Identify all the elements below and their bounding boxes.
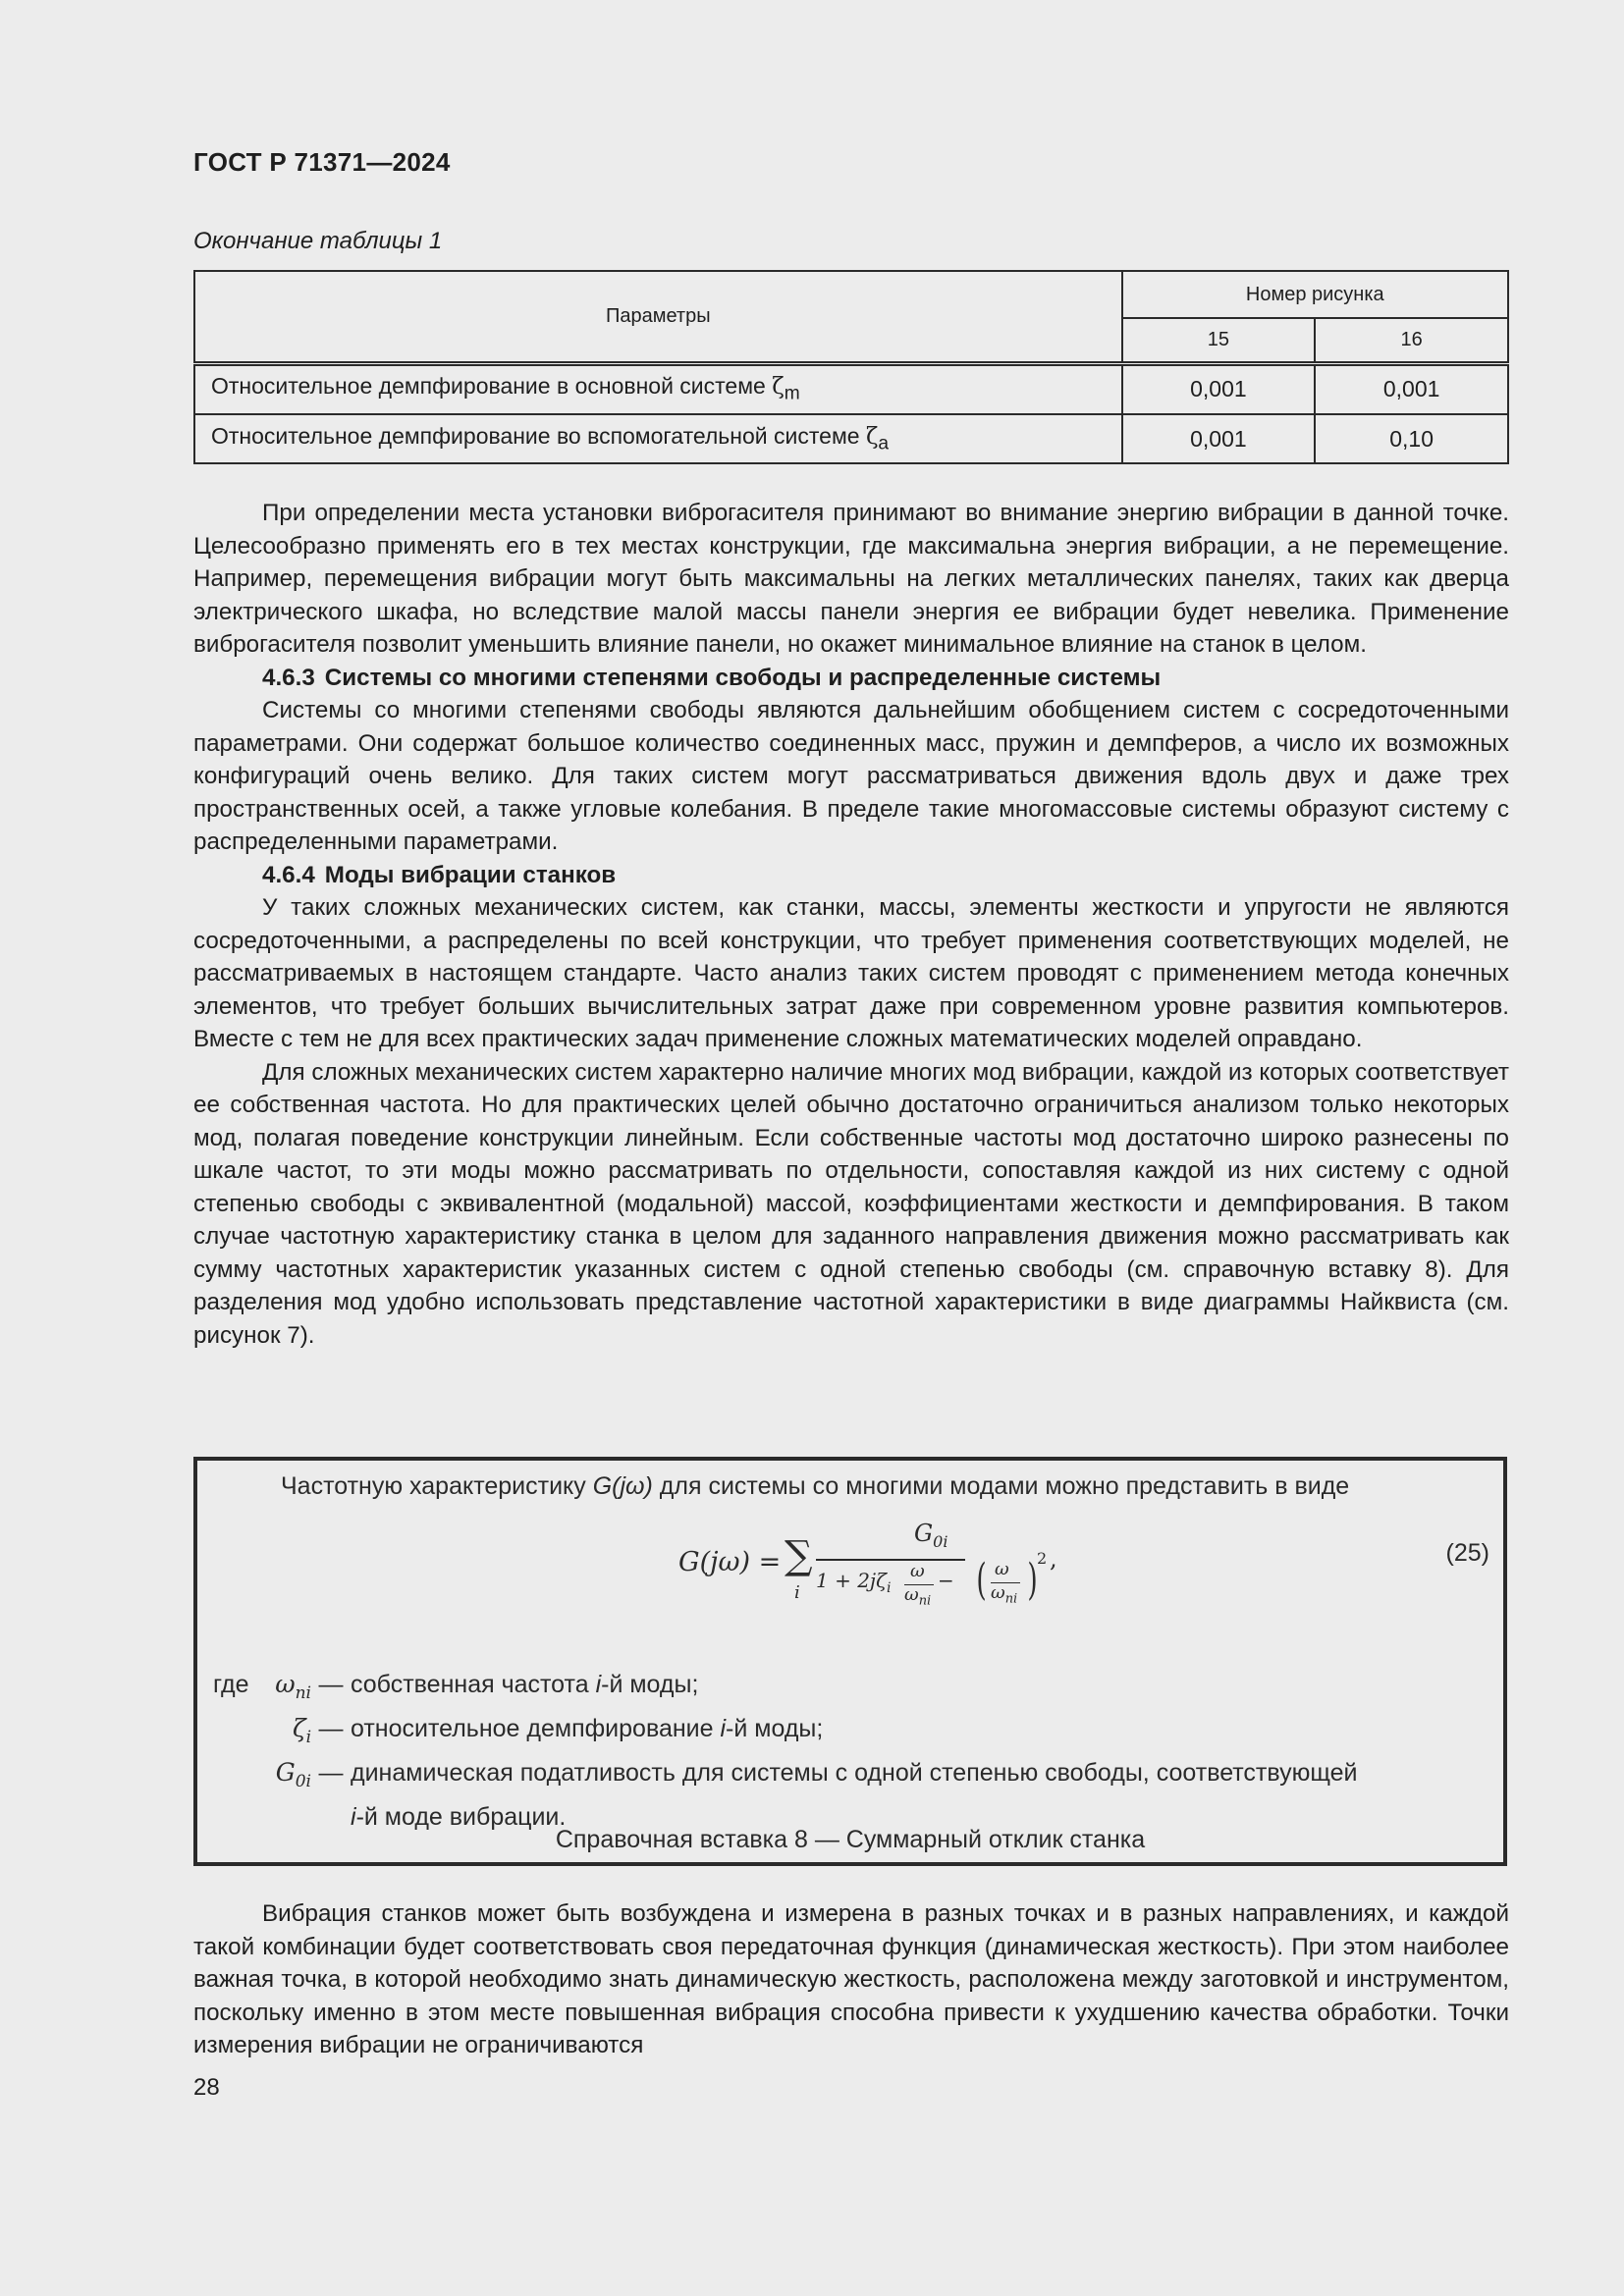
insert-caption: Справочная вставка 8 — Суммарный отклик станка <box>555 1826 1146 1853</box>
paragraph: Для сложных механических систем характерно наличие многих мод вибрации, каждой из которых соответствует ее собственная частота. Но для практических целей обычно достаточно ограничиться анализом только некоторых мод, полагая поведение конструкции линейным. Если собственные частоты мод достаточно широко разнесены по шкале частот, то эти моды можно рассматривать по отдельности, сопоставляя каждой из них систему с одной степенью свободы с эквивалентной (модальной) массой, коэффициентами жесткости и демпфирования. В таком случае частотную характеристику станка в целом для заданного направления движения можно рассматривать как сумму частотных характеристик указанных систем с одной степенью свободы (см. справочную вставку 8). Для разделения мод удобно использовать представление частотной характеристики в виде диаграммы Найквиста (см. рисунок 7). <box>193 1058 1509 1349</box>
main-text-section <box>193 497 1509 1352</box>
parameters-table <box>193 270 1509 464</box>
table-row <box>194 414 1508 463</box>
insert-intro: Частотную характеристику G(jω) для системы со многими модами можно представить в виде <box>281 1472 1350 1500</box>
subsection-heading-4-6-3: 4.6.3 Системы со многими степенями свободы и распределенные системы <box>262 664 1162 691</box>
value-fig-16: 0,10 <box>1315 414 1508 463</box>
figure-col-16: 16 <box>1315 318 1508 363</box>
figure-col-15: 15 <box>1122 318 1316 363</box>
document-header: ГОСТ Р 71371—2024 <box>193 147 451 177</box>
table-row <box>194 363 1508 414</box>
formula-legend <box>213 1667 1499 1835</box>
value-fig-15: 0,001 <box>1122 414 1316 463</box>
paragraph: У таких сложных механических систем, как станки, массы, элементы жесткости и упругости не являются сосредоточенными, а распределены по всей конструкции, что требует применения соответствующих моделей, не рассматриваемых в настоящем стандарте. Часто анализ таких систем проводят с применением метода конечных элементов, что требует больших вычислительных затрат даже при современном уровне развития компьютеров. Вместе с тем не для всех практических задач применение сложных математических моделей оправдано. <box>193 894 1509 1052</box>
param-column-header: Параметры <box>194 271 1122 363</box>
legend-item: $\zeta_i$ — относительное демпфирование i-й моды; <box>293 1714 824 1747</box>
legend-item: где $\omega_{ni}$ — собственная частота i-й моды; <box>213 1670 699 1703</box>
legend-continuation: i-й моде вибрации. <box>351 1803 567 1831</box>
reference-insert-8 <box>193 1457 1507 1866</box>
paragraph: Вибрация станков может быть возбуждена и измерена в разных точках и в разных направлениях, и каждой такой комбинации будет соответствовать своя передаточная функция (динамическая жесткость). При этом наиболее важная точка, в которой необходимо знать динамическую жесткость, расположена между заготовкой и инструментом, поскольку именно в этом месте повышенная вибрация способна привести к ухудшению качества обработки. Точки измерения вибрации не ограничиваются <box>193 1900 1509 2058</box>
formula-number: (25) <box>1445 1539 1489 1567</box>
value-fig-16: 0,001 <box>1315 363 1508 414</box>
paragraph: При определении места установки виброгасителя принимают во внимание энергию вибрации в данной точке. Целесообразно применять его в тех местах конструкции, где максимальна энергия вибрации, а не перемещение. Например, перемещения вибрации могут быть максимальны на легких металлических панелях, таких как дверца электрического шкафа, но вследствие малой массы панели энергия ее вибрации будет невелика. Применение виброгасителя позволит уменьшить влияние панели, но окажет минимальное влияние на станок в целом. <box>193 500 1509 658</box>
value-fig-15: 0,001 <box>1122 363 1316 414</box>
continued-text-section <box>193 1897 1509 2062</box>
param-name: Относительное демпфирование во вспомогательной системе $\zeta_a$ <box>194 414 1122 463</box>
formula-25: G(jω) = ∑ i $G_{0i}$ $1 + 2j\zeta_i$ ω $\omega_{ni}$ − ( ω $\omega_{ni}$ ) 2 , <box>678 1520 1057 1609</box>
subsection-heading-4-6-4: 4.6.4 Моды вибрации станков <box>262 861 617 888</box>
legend-item: $G_{0i}$ — динамическая податливость для системы с одной степенью свободы, соответствующей <box>275 1758 1358 1791</box>
page-number: 28 <box>193 2074 220 2101</box>
figure-number-header: Номер рисунка <box>1122 271 1508 318</box>
table-caption: Окончание таблицы 1 <box>193 228 443 254</box>
param-name: Относительное демпфирование в основной системе $\zeta_m$ <box>194 363 1122 414</box>
paragraph: Системы со многими степенями свободы являются дальнейшим обобщением систем с сосредоточенными параметрами. Они содержат большое количество соединенных масс, пружин и демпферов, а число их возможных конфигураций очень велико. Для таких систем могут рассматриваться движения вдоль двух и даже трех пространственных осей, а также угловые колебания. В пределе такие многомассовые системы образуют систему с распределенными параметрами. <box>193 697 1509 855</box>
